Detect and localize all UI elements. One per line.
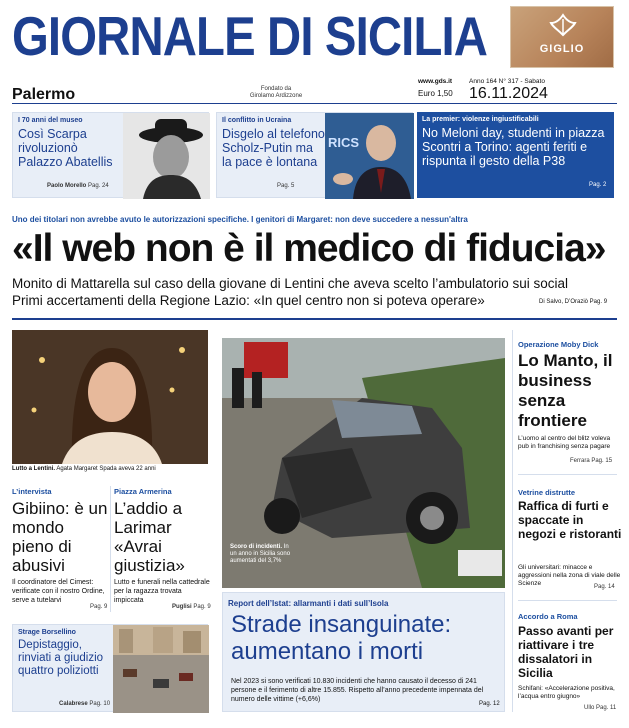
interview-kicker: L’intervista — [12, 487, 52, 496]
interview-text: Il coordinatore del Cimest: verificate con il nostro Ordine, serve a tutelarvi — [12, 579, 105, 604]
masthead-title: GIORNALE DI SICILIA — [12, 5, 488, 67]
bombing-aftermath-image — [113, 625, 209, 713]
lead-credit: Di Salvo, D’Oraziò Pag. 9 — [539, 299, 608, 305]
victim-caption: Lutto a Lentini. Agata Margaret Spada aveva 22 anni — [12, 466, 156, 472]
dissalatori-title[interactable]: Passo avanti per riattivare i tre dissalatori in Sicilia — [518, 624, 614, 680]
edition-city: Palermo — [12, 86, 76, 103]
price: Euro 1,50 — [418, 89, 453, 98]
top-box-meloni[interactable]: La premier: violenze ingiustificabili No Meloni day, studenti in piazza Scontri a Torino: agenti feriti e rispunta il gesto della P38 Pag. 2 — [417, 112, 614, 198]
man-with-hat-image — [123, 113, 210, 199]
svg-text:RICS: RICS — [328, 135, 360, 150]
crash-photo — [222, 338, 505, 588]
interview-title[interactable]: Gibiino: è un mondo pieno di abusivi — [12, 499, 108, 575]
victim-photo — [12, 330, 208, 464]
lily-logo-icon — [545, 13, 581, 39]
issue-date: 16.11.2024 — [469, 85, 548, 102]
furti-kicker: Vetrine distrutte — [518, 488, 576, 497]
promo-box[interactable] — [510, 6, 614, 68]
furti-title[interactable]: Raffica di furti e spaccate in negozi e ristoranti — [518, 499, 622, 541]
moby-dick-kicker: Operazione Moby Dick — [518, 340, 599, 349]
lead-rule — [12, 318, 617, 320]
moby-dick-title[interactable]: Lo Manto, il business senza frontiere — [518, 351, 613, 430]
roads-text: Nel 2023 si sono verificati 10.830 incidenti che hanno causato il decesso di 241 persone e il ferimento di altre 15.855. Rispetto all’anno precedente impennata del numero delle vittime (+6,6%) — [231, 678, 484, 703]
top-box-ukraine[interactable]: Il conflitto in Ucraina Disgelo al telefono Scholz-Putin ma la pace è lontana RICS Pag. 5 — [216, 112, 413, 198]
roads-story[interactable]: Report dell’Istat: allarmanti i dati sull’Isola Strade insanguinate: aumentano i morti Nel 2023 si sono verificati 10.830 incidenti che hanno causato il decesso di 241 persone e il ferimento di altre 15.855. Rispetto all’anno precedente impennata del numero delle vittime (+6,6%) Pag. 12 — [222, 592, 505, 712]
promo-label: GIGLIO — [539, 43, 585, 55]
borsellino-box[interactable]: Strage Borsellino Depistaggio, rinviati a giudizio quattro poliziotti Calabrese Pag. 10 — [12, 624, 208, 712]
politician-image — [325, 113, 414, 199]
header-rule — [12, 103, 617, 104]
website[interactable]: www.gds.it — [418, 78, 453, 85]
dissalatori-kicker: Accordo a Roma — [518, 612, 578, 621]
lead-supertitle: Uno dei titolari non avrebbe avuto le autorizzazioni specifiche. I genitori di Margaret: non deve succedere a nessun'altra — [12, 215, 468, 224]
lead-headline[interactable]: «Il web non è il medico di fiducia» — [12, 227, 606, 270]
portrait-photo — [123, 113, 210, 199]
lead-sub-2: Primi accertamenti della Regione Lazio: «In quel centro non si poteva operare» — [12, 293, 485, 308]
top-box-museum[interactable]: I 70 anni del museo Così Scarpa rivoluzionò Palazzo Abatellis Paolo Morello Pag. 24 — [12, 112, 209, 198]
putin-photo — [325, 113, 414, 199]
roads-headline: Strade insanguinate: aumentano i morti — [231, 611, 452, 665]
crash-caption: Scoro di incidenti. In un anno in Sicilia sono aumentati del 3,7% — [230, 544, 291, 564]
lead-sub-1: Monito di Mattarella sul caso della giovane di Lentini che aveva scelto l’ambulatorio sui social — [12, 276, 569, 291]
armerina-kicker: Piazza Armerina — [114, 487, 172, 496]
young-woman-image — [12, 330, 208, 464]
armerina-text: Lutto e funerali nella cattedrale per la ragazza trovata impiccata — [114, 579, 210, 604]
issue-info: Anno 164 N° 317 - Sabato — [469, 78, 545, 85]
founded-note: Fondato da Girolamo Ardizzone — [249, 86, 303, 99]
crash-scene-photo — [113, 625, 209, 713]
armerina-title[interactable]: L’addio a Larimar «Avrai giustizia» — [114, 499, 185, 575]
